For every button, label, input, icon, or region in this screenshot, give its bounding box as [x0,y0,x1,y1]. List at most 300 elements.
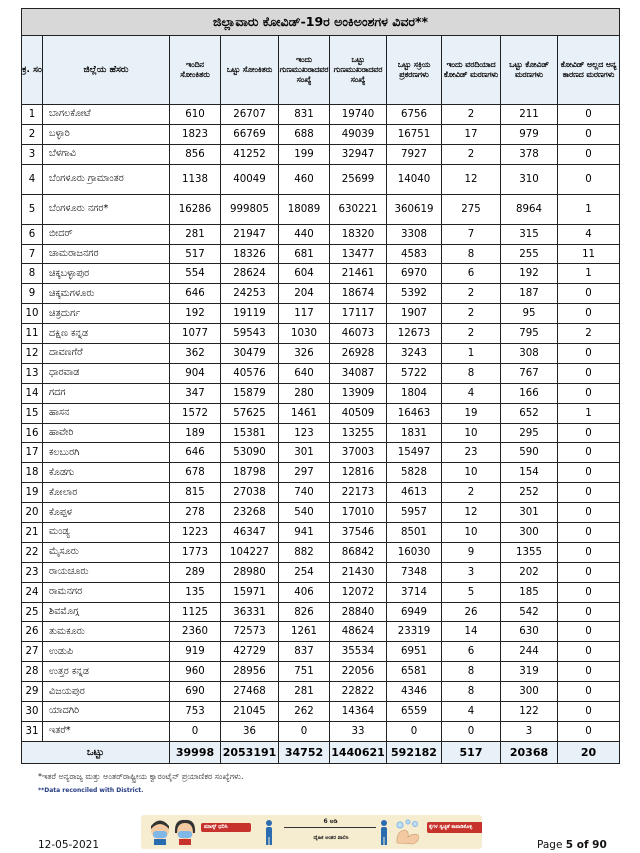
covid-district-table-wrapper [21,8,619,764]
cell-total-cases: 999805 [221,194,279,224]
cell-today-recovered: 440 [279,224,330,244]
cell-today-recovered: 640 [279,363,330,383]
cell-total-recovered: 12816 [330,463,387,483]
cell-non-covid-deaths: 1 [558,264,620,284]
cell-active-cases: 16030 [387,542,442,562]
cell-total-recovered: 22822 [330,682,387,702]
table-row [22,363,620,383]
cell-district-name: ಮಂಡ್ಯ [43,523,170,543]
cell-today-recovered: 204 [279,284,330,304]
cell-total-cases: 26707 [221,105,279,125]
cell-total-recovered: 86842 [330,542,387,562]
cell-total-recovered: 12072 [330,582,387,602]
cell-today-recovered: 941 [279,523,330,543]
cell-total-recovered: 17117 [330,304,387,324]
cell-total-deaths: 308 [501,344,558,364]
cell-non-covid-deaths: 0 [558,562,620,582]
cell-today-deaths: 7 [442,224,501,244]
header-today-cases: ಇಂದಿನ ಸೋಂಕಿತರು [170,36,221,105]
cell-non-covid-deaths: 0 [558,682,620,702]
cell-active-cases: 3308 [387,224,442,244]
table-row [22,344,620,364]
cell-today-cases: 1773 [170,542,221,562]
cell-total-recovered: 46073 [330,324,387,344]
cell-today-cases: 517 [170,244,221,264]
cell-total-recovered: 13909 [330,383,387,403]
cell-total-cases: 28624 [221,264,279,284]
cell-district-name: ಹಾಸನ [43,403,170,423]
cell-today-recovered: 123 [279,423,330,443]
table-row [22,443,620,463]
cell-district-name: ಚಿಕ್ಕಮಗಳೂರು [43,284,170,304]
cell-serial: 15 [22,403,43,423]
cell-serial: 10 [22,304,43,324]
cell-today-recovered: 837 [279,642,330,662]
cell-total-recovered: 25699 [330,164,387,194]
header-total-cases: ಒಟ್ಟು ಸೋಂಕಿತರು [221,36,279,105]
cell-total-cases: 18326 [221,244,279,264]
cell-total-deaths: 255 [501,244,558,264]
cell-total-cases: 21045 [221,702,279,722]
cell-total-deaths: 3 [501,721,558,741]
table-row [22,702,620,722]
cell-serial: 6 [22,224,43,244]
cell-serial: 29 [22,682,43,702]
header-total-recovered: ಒಟ್ಟು ಗುಣಮುಖರಾದವರ ಸಂಖ್ಯೆ [330,36,387,105]
cell-non-covid-deaths: 0 [558,503,620,523]
page-of: of [573,839,593,851]
cell-total-deaths: 300 [501,682,558,702]
cell-district-name: ಕಲಬುರಗಿ [43,443,170,463]
cell-today-recovered: 826 [279,602,330,622]
cell-today-recovered: 460 [279,164,330,194]
cell-today-cases: 1125 [170,602,221,622]
cell-district-name: ದಕ್ಷಿಣ ಕನ್ನಡ [43,324,170,344]
cell-total-cases: 27038 [221,483,279,503]
cell-today-cases: 646 [170,284,221,304]
cell-serial: 12 [22,344,43,364]
cell-total-cases: 15879 [221,383,279,403]
cell-today-recovered: 831 [279,105,330,125]
cell-serial: 21 [22,523,43,543]
cell-total-recovered: 13255 [330,423,387,443]
cell-total-recovered: 17010 [330,503,387,523]
cell-non-covid-deaths: 0 [558,284,620,304]
cell-active-cases: 360619 [387,194,442,224]
cell-total-cases: 30479 [221,344,279,364]
cell-today-deaths: 6 [442,642,501,662]
cell-today-cases: 2360 [170,622,221,642]
cell-total-recovered: 21461 [330,264,387,284]
cell-non-covid-deaths: 0 [558,105,620,125]
cell-serial: 9 [22,284,43,304]
cell-total-cases: 15971 [221,582,279,602]
cell-total-cases: 72573 [221,622,279,642]
cell-serial: 1 [22,105,43,125]
cell-total-cases: 40576 [221,363,279,383]
cell-today-deaths: 12 [442,164,501,194]
cell-active-cases: 16463 [387,403,442,423]
cell-serial: 30 [22,702,43,722]
page-total: 90 [592,839,607,851]
cell-serial: 17 [22,443,43,463]
cell-today-recovered: 199 [279,144,330,164]
cell-today-recovered: 681 [279,244,330,264]
distance-arrow [284,827,376,828]
cell-today-recovered: 882 [279,542,330,562]
cell-serial: 13 [22,363,43,383]
cell-district-name: ಯಾದಗಿರಿ [43,702,170,722]
cell-serial: 14 [22,383,43,403]
cell-active-cases: 8501 [387,523,442,543]
cell-today-recovered: 1461 [279,403,330,423]
cell-today-cases: 690 [170,682,221,702]
cell-total-deaths: 979 [501,124,558,144]
cell-today-recovered: 540 [279,503,330,523]
cell-total-recovered: 22173 [330,483,387,503]
cell-today-cases: 347 [170,383,221,403]
cell-total-recovered: 19740 [330,105,387,125]
cell-today-deaths: 8 [442,363,501,383]
cell-non-covid-deaths: 0 [558,642,620,662]
cell-today-deaths: 2 [442,144,501,164]
cell-active-cases: 1831 [387,423,442,443]
cell-active-cases: 4613 [387,483,442,503]
cell-total-cases: 40049 [221,164,279,194]
header-active-cases: ಒಟ್ಟು ಸಕ್ರಿಯ ಪ್ರಕರಣಗಳು [387,36,442,105]
cell-today-cases: 960 [170,662,221,682]
table-row [22,662,620,682]
cell-district-name: ದಾವಣಗೆರೆ [43,344,170,364]
cell-non-covid-deaths: 2 [558,324,620,344]
cell-today-cases: 0 [170,721,221,741]
cell-non-covid-deaths: 0 [558,423,620,443]
cell-today-deaths: 10 [442,463,501,483]
cell-total-recovered: 26928 [330,344,387,364]
cell-total-deaths: 795 [501,324,558,344]
cell-total-deaths: 378 [501,144,558,164]
covid-district-table [21,8,620,764]
cell-district-name: ಬಳ್ಳಾರಿ [43,124,170,144]
table-row [22,105,620,125]
cell-today-recovered: 280 [279,383,330,403]
cell-active-cases: 0 [387,721,442,741]
cell-today-cases: 1823 [170,124,221,144]
cell-serial: 27 [22,642,43,662]
table-row [22,721,620,741]
cell-total-deaths: 122 [501,702,558,722]
total-today-cases: 39998 [170,741,221,763]
cell-today-deaths: 1 [442,344,501,364]
cell-non-covid-deaths: 0 [558,344,620,364]
cell-district-name: ಉತ್ತರ ಕನ್ನಡ [43,662,170,682]
cell-active-cases: 7348 [387,562,442,582]
person-right-icon [379,820,389,845]
cell-today-recovered: 117 [279,304,330,324]
cell-district-name: ಇತರೆ* [43,721,170,741]
cell-today-cases: 678 [170,463,221,483]
header-total-deaths: ಒಟ್ಟು ಕೋವಿಡ್ ಮರಣಗಳು [501,36,558,105]
cell-today-deaths: 2 [442,304,501,324]
cell-today-cases: 815 [170,483,221,503]
table-row [22,582,620,602]
cell-total-recovered: 630221 [330,194,387,224]
table-row [22,682,620,702]
cell-today-cases: 16286 [170,194,221,224]
total-non-covid-deaths: 20 [558,741,620,763]
cell-today-deaths: 26 [442,602,501,622]
cell-active-cases: 6581 [387,662,442,682]
table-row [22,224,620,244]
covid-safety-banner [141,815,482,849]
cell-today-recovered: 1261 [279,622,330,642]
cell-district-name: ರಾಯಚೂರು [43,562,170,582]
cell-serial: 20 [22,503,43,523]
cell-total-deaths: 300 [501,523,558,543]
cell-total-cases: 15381 [221,423,279,443]
cell-today-recovered: 301 [279,443,330,463]
cell-today-deaths: 9 [442,542,501,562]
total-total-deaths: 20368 [501,741,558,763]
cell-total-cases: 36331 [221,602,279,622]
cell-total-cases: 46347 [221,523,279,543]
cell-district-name: ಶಿವಮೊಗ್ಗ [43,602,170,622]
cell-serial: 24 [22,582,43,602]
cell-today-cases: 278 [170,503,221,523]
cell-district-name: ಕೊಡಗು [43,463,170,483]
cell-total-cases: 66769 [221,124,279,144]
cell-today-recovered: 326 [279,344,330,364]
cell-serial: 23 [22,562,43,582]
cell-non-covid-deaths: 0 [558,602,620,622]
cell-total-cases: 19119 [221,304,279,324]
hand-washing-icon [393,819,423,846]
cell-today-deaths: 19 [442,403,501,423]
cell-serial: 4 [22,164,43,194]
person-left-icon [264,820,274,845]
cell-total-recovered: 32947 [330,144,387,164]
cell-active-cases: 16751 [387,124,442,144]
cell-today-deaths: 4 [442,383,501,403]
cell-district-name: ಚಾಮರಾಜನಗರ [43,244,170,264]
masked-face-icon [149,819,171,845]
cell-total-cases: 27468 [221,682,279,702]
cell-total-cases: 28956 [221,662,279,682]
table-row [22,284,620,304]
table-row [22,523,620,543]
cell-active-cases: 6559 [387,702,442,722]
cell-today-cases: 919 [170,642,221,662]
header-row [22,36,620,105]
cell-today-deaths: 8 [442,662,501,682]
cell-non-covid-deaths: 0 [558,542,620,562]
cell-total-cases: 59543 [221,324,279,344]
cell-today-cases: 289 [170,562,221,582]
cell-today-deaths: 0 [442,721,501,741]
cell-total-recovered: 28840 [330,602,387,622]
cell-today-cases: 135 [170,582,221,602]
cell-total-deaths: 202 [501,562,558,582]
header-district: ಜಿಲ್ಲೆಯ ಹೆಸರು [43,36,170,105]
table-row [22,403,620,423]
cell-district-name: ರಾಮನಗರ [43,582,170,602]
cell-today-deaths: 4 [442,702,501,722]
cell-non-covid-deaths: 11 [558,244,620,264]
cell-today-cases: 554 [170,264,221,284]
cell-today-recovered: 262 [279,702,330,722]
total-today-recovered: 34752 [279,741,330,763]
mask-label: ಮಾಸ್ಕ್ ಧರಿಸಿ [201,823,251,832]
cell-active-cases: 6970 [387,264,442,284]
report-date: 12-05-2021 [38,839,100,851]
cell-serial: 26 [22,622,43,642]
cell-today-deaths: 6 [442,264,501,284]
cell-serial: 31 [22,721,43,741]
cell-non-covid-deaths: 1 [558,194,620,224]
cell-district-name: ಉಡುಪಿ [43,642,170,662]
cell-today-deaths: 275 [442,194,501,224]
cell-district-name: ಬೆಂಗಳೂರು ಗ್ರಾಮಾಂತರ [43,164,170,194]
cell-today-recovered: 297 [279,463,330,483]
cell-today-deaths: 2 [442,284,501,304]
cell-total-deaths: 185 [501,582,558,602]
cell-non-covid-deaths: 0 [558,144,620,164]
cell-total-cases: 18798 [221,463,279,483]
cell-today-deaths: 23 [442,443,501,463]
cell-total-deaths: 192 [501,264,558,284]
table-row [22,383,620,403]
cell-serial: 5 [22,194,43,224]
cell-active-cases: 3243 [387,344,442,364]
cell-today-cases: 904 [170,363,221,383]
cell-today-recovered: 281 [279,682,330,702]
cell-total-cases: 36 [221,721,279,741]
cell-district-name: ಗದಗ [43,383,170,403]
cell-total-deaths: 1355 [501,542,558,562]
footnote-others: *ಇತರೆ ಅನ್ಯರಾಜ್ಯ ಮತ್ತು ಅಂತರ್‌ರಾಷ್ಟ್ರೀಯ ಕ್ವಾರಂಟೈನ್ ಪ್ರಯಾಣಿಕರ ಸಂಖ್ಯೆಗಳು. [38,772,244,781]
cell-active-cases: 12673 [387,324,442,344]
cell-serial: 11 [22,324,43,344]
table-row [22,562,620,582]
cell-district-name: ಮೈಸೂರು [43,542,170,562]
footnote-reconciled: **Data reconciled with District. [38,787,144,794]
cell-active-cases: 15497 [387,443,442,463]
cell-total-recovered: 21430 [330,562,387,582]
cell-today-deaths: 10 [442,523,501,543]
table-row [22,642,620,662]
cell-active-cases: 1907 [387,304,442,324]
page-current: 5 [565,839,574,851]
cell-district-name: ವಿಜಯಪುರ [43,682,170,702]
page-number [537,839,607,851]
cell-today-deaths: 17 [442,124,501,144]
cell-total-deaths: 767 [501,363,558,383]
cell-active-cases: 4346 [387,682,442,702]
cell-serial: 2 [22,124,43,144]
cell-active-cases: 3714 [387,582,442,602]
cell-non-covid-deaths: 4 [558,224,620,244]
cell-total-cases: 104227 [221,542,279,562]
cell-non-covid-deaths: 0 [558,523,620,543]
cell-today-recovered: 688 [279,124,330,144]
cell-today-cases: 189 [170,423,221,443]
cell-today-cases: 362 [170,344,221,364]
cell-total-deaths: 630 [501,622,558,642]
cell-active-cases: 7927 [387,144,442,164]
cell-active-cases: 23319 [387,622,442,642]
cell-total-cases: 28980 [221,562,279,582]
cell-serial: 28 [22,662,43,682]
cell-non-covid-deaths: 0 [558,582,620,602]
cell-active-cases: 1804 [387,383,442,403]
cell-serial: 7 [22,244,43,264]
cell-non-covid-deaths: 0 [558,702,620,722]
cell-today-recovered: 604 [279,264,330,284]
cell-today-deaths: 12 [442,503,501,523]
cell-serial: 8 [22,264,43,284]
cell-total-recovered: 35534 [330,642,387,662]
cell-district-name: ತುಮಕೂರು [43,622,170,642]
cell-active-cases: 5828 [387,463,442,483]
cell-today-deaths: 10 [442,423,501,443]
table-row [22,304,620,324]
cell-serial: 19 [22,483,43,503]
cell-district-name: ಕೋಲಾರ [43,483,170,503]
cell-today-deaths: 2 [442,483,501,503]
cell-total-recovered: 33 [330,721,387,741]
cell-today-cases: 753 [170,702,221,722]
cell-today-recovered: 740 [279,483,330,503]
cell-today-recovered: 406 [279,582,330,602]
cell-district-name: ಚಿತ್ರದುರ್ಗ [43,304,170,324]
cell-non-covid-deaths: 0 [558,622,620,642]
cell-total-cases: 23268 [221,503,279,523]
footnotes [38,772,598,794]
cell-district-name: ಬೀದರ್ [43,224,170,244]
cell-total-recovered: 49039 [330,124,387,144]
cell-total-deaths: 315 [501,224,558,244]
header-today-deaths: ಇಂದು ವರದಿಯಾದ ಕೋವಿಡ್ ಮರಣಗಳು [442,36,501,105]
masked-face-woman-icon [174,819,196,845]
header-today-recovered: ಇಂದು ಗುಣಮುಖರಾದವರ ಸಂಖ್ಯೆ [279,36,330,105]
cell-serial: 22 [22,542,43,562]
cell-today-recovered: 18089 [279,194,330,224]
cell-today-cases: 1223 [170,523,221,543]
cell-active-cases: 5957 [387,503,442,523]
distance-label: 6 ಅಡಿ [323,818,338,825]
total-today-deaths: 517 [442,741,501,763]
cell-total-deaths: 310 [501,164,558,194]
totals-label: ಒಟ್ಟು [22,741,170,763]
table-row [22,124,620,144]
cell-today-cases: 610 [170,105,221,125]
cell-non-covid-deaths: 0 [558,124,620,144]
cell-today-deaths: 3 [442,562,501,582]
cell-total-recovered: 40509 [330,403,387,423]
cell-total-deaths: 590 [501,443,558,463]
table-row [22,164,620,194]
cell-non-covid-deaths: 0 [558,164,620,194]
table-row [22,244,620,264]
cell-total-cases: 24253 [221,284,279,304]
cell-non-covid-deaths: 0 [558,721,620,741]
cell-today-cases: 856 [170,144,221,164]
table-row [22,144,620,164]
cell-active-cases: 6949 [387,602,442,622]
cell-total-deaths: 8964 [501,194,558,224]
cell-non-covid-deaths: 0 [558,463,620,483]
cell-today-deaths: 2 [442,324,501,344]
